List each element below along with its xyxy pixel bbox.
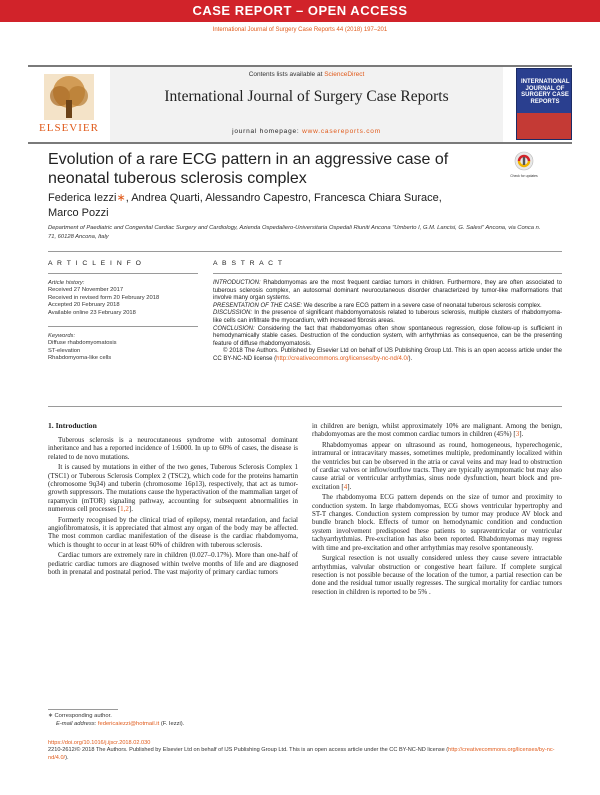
ref-4[interactable]: 4	[343, 482, 348, 491]
r4-text: Surgical resection is not usually considered unless they cause severe intractable arrhythmias, valvular obstruction or congestive heart failure. If complete surgical resection is not possible because of the location of the tumor, a partial resection can be done and the residual tumor usually regresses. The surgical mortality for cardiac tumors resection in children is reported to be 5%	[312, 554, 562, 596]
r2-text: Rhabdomyomas appear on ultrasound as round, homogeneous, hyperechogenic, intramural or intracavitary masses, sometimes multiple, predominantly localized within the ventricles but can be observed in the atria or caval veins and may lead to obstruction of cardiac valves or inflow/outflow tracts. They are typically asymptomatic but may also cause atrial or ventricular arrhythmias, sinus node dysfunction, heart block and pre-excitation [	[312, 440, 562, 491]
ref-3[interactable]: 3	[515, 430, 520, 439]
abstract-license-link[interactable]: http://creativecommons.org/licenses/by-nc-nd/4.0/	[276, 355, 409, 362]
ref-1-2[interactable]: 1,2	[120, 505, 129, 514]
email-label: E-mail address:	[56, 720, 98, 727]
last-author: Marco Pozzi	[48, 207, 109, 219]
body-right-paragraph-2	[312, 441, 562, 491]
abstract-intro-heading: INTRODUCTION:	[213, 280, 261, 286]
r1-text: in children are benign, whilst approximately 10% are malignant. Among the benign, rhabdomyomas are the most common cardiac tumors in children (45%) [	[312, 422, 562, 439]
cover-title: INTERNATIONAL JOURNAL OF SURGERY CASE REPORTS	[521, 79, 570, 105]
body-left-column	[48, 436, 298, 579]
contents-line	[110, 71, 503, 78]
abstract-copyright: © 2018 The Authors. Published by Elsevier Ltd on behalf of IJS Publishing Group Ltd. This is an open access article under the CC BY-NC-ND license (	[213, 348, 562, 362]
journal-citation[interactable]: International Journal of Surgery Case Reports 44 (2018) 197–201	[212, 27, 388, 33]
header-bottom-rule	[28, 142, 572, 144]
check-for-updates-icon[interactable]	[510, 150, 538, 180]
publisher-name: ELSEVIER	[39, 122, 99, 134]
r1-end: ].	[519, 430, 524, 439]
author-list	[48, 191, 498, 221]
journal-cover[interactable]	[516, 68, 572, 140]
homepage-prefix: journal homepage:	[232, 128, 303, 135]
sciencedirect-link[interactable]: ScienceDirect	[324, 71, 365, 78]
article-history	[48, 280, 198, 317]
body-paragraph-1: Tuberous sclerosis is a neurocutaneous syndrome with autosomal dominant inheritance and has a reported incidence of 1:6000. In up to 60% of cases, the disease is related to de novo mutations.	[48, 436, 298, 461]
body-paragraph-3: Formerly recognised by the clinical triad of epilepsy, mental retardation, and facial angiofibromatosis, it is appreciated that almost any organ of the body may be affected. The most common cardiac manifestation of the disease is the cardiac rhabdomyoma, which is thought to occur in at least 60% of children with tuberous sclerosis.	[48, 515, 298, 549]
accepted-date: Accepted 20 February 2018	[48, 302, 120, 309]
footer-license: 2210-2612/© 2018 The Authors. Published by Elsevier Ltd on behalf of IJS Publishing Group Ltd. This is an open access article under the CC BY-NC-ND license (	[48, 747, 449, 754]
body-paragraph-2	[48, 463, 298, 513]
abstract-conclusion-heading: CONCLUSION:	[213, 325, 255, 332]
homepage-link[interactable]: www.casereports.com	[302, 128, 381, 135]
abstract-conclusion: Considering the fact that rhabdomyomas often show spontaneous regression, close follow-up is sufficient in hemodynamically stable cases. Destruction of the conduction system, with arrhythmias as consequence, can be the presenting feature of diffuse rhabdomyomatosis.	[213, 325, 562, 347]
abstract-label: A B S T R A C T	[213, 260, 284, 267]
footer-license-link[interactable]: http://creativecommons.org/licenses/by-nc-nd/4.0/	[48, 747, 555, 761]
abstract-discussion: In the presence of significant rhabdomyomatosis related to tuberous sclerosis, multiple clusters of rhabdomyoma-like cells can infiltrate the myocardium, with increased fibrosis areas.	[213, 310, 562, 324]
corresponding-author-note: ∗ Corresponding author.	[48, 713, 112, 719]
abstract-bottom-rule	[48, 406, 562, 407]
article-info-rule	[48, 273, 198, 274]
affiliation: Department of Paediatric and Congenital Cardiac Surgery and Cardiology, Azienda Ospedaliero-Universitaria Ospedali Riuniti Ancona "Umberto I, G.M. Lancisi, G. Salesi" Ancona, via Conca n. 71, 60128 Ancona, Italy	[48, 225, 541, 240]
check-updates-label: Check for updates	[510, 174, 538, 178]
abstract-intro: Rhabdomyomas are the most frequent cardiac tumors in children. Furthermore, they are often associated to tuberous sclerosis complex, an autosomal dominant neurocutaneous disorder characterized by tumor-like malformations that involve many organ systems.	[213, 280, 562, 302]
cover-band	[517, 113, 571, 139]
revised-date: Received in revised form 20 February 2018	[48, 294, 160, 301]
doi-link[interactable]: https://doi.org/10.1016/j.ijscr.2018.02.030	[48, 740, 151, 746]
abstract-presentation: We describe a rare ECG pattern in a severe case of neonatal tuberous sclerosis complex.	[302, 302, 542, 309]
p2-text: It is caused by mutations in either of the two genes, Tuberous Sclerosis Complex 1 (TSC1) or Tuberous Sclerosis Complex 2 (TSC2), which code for the proteins hamartin (chromosome 9q34) and tuberin (chromosome 16p13), respectively, that act as tumor-growth suppressors. The mutations cause the hyperactivation of the mammalian target of rapamycin (mTOR) signaling pathway, accounting for subsequent abnormalities in numerous cell processes [	[48, 463, 298, 514]
keyword-2: ST-elevation	[48, 347, 81, 354]
received-date: Received 27 November 2017	[48, 287, 124, 294]
case-report-banner: CASE REPORT – OPEN ACCESS	[0, 0, 600, 22]
article-info-label: A R T I C L E I N F O	[48, 260, 143, 267]
keyword-3: Rhabdomyoma-like cells	[48, 355, 112, 362]
footnote-rule	[48, 709, 118, 710]
r2-end: ].	[347, 482, 352, 491]
keyword-1: Diffuse rhabdomyomatosis	[48, 340, 117, 347]
abstract-text	[213, 280, 562, 364]
corresponding-mark[interactable]: ∗	[116, 192, 126, 204]
history-heading: Article history:	[48, 280, 85, 286]
keywords	[48, 333, 198, 363]
page-footer	[48, 740, 568, 762]
abstract-presentation-heading: PRESENTATION OF THE CASE:	[213, 302, 303, 309]
p2-end: ].	[128, 505, 133, 514]
contents-prefix: Contents lists available at	[248, 71, 325, 78]
email-link[interactable]: federicaiezzi@hotmail.it	[97, 720, 160, 727]
r4-end: .	[429, 587, 431, 596]
other-authors: , Andrea Quarti, Alessandro Capestro, Francesca Chiara Surace,	[125, 192, 442, 204]
email-end: (F. Iezzi).	[159, 720, 185, 727]
footnote	[48, 713, 548, 728]
affiliation-rule	[48, 251, 562, 252]
first-author[interactable]: Federica Iezzi	[48, 192, 117, 204]
abstract-discussion-heading: DISCUSSION:	[213, 310, 253, 317]
body-right-paragraph-1	[312, 422, 562, 439]
intro-heading: 1. Introduction	[48, 421, 97, 430]
body-right-paragraph-3: The rhabdomyoma ECG pattern depends on the size of tumor and proximity to conduction system. In large rhabdomyomas, ECG shows ventricular hypertrophy and ST-T changes. Conduction system compression by tumor may produce AV block and bundle branch block. Effects of tumor on hemodynamic condition and conduction system involvement predisposed these patients to supraventricular or ventricular tachyarrhythmias. Pre-excitation has also been reported. Rhabdomyomas may regress with time and pre-excitation and other arrhythmias may resolve spontaneously.	[312, 493, 562, 552]
online-date: Available online 23 February 2018	[48, 309, 136, 316]
body-paragraph-4: Cardiac tumors are extremely rare in children (0.027–0.17%). More than one-half of pediatric cardiac tumors are diagnosed within twelve months of life and are diagnosed both in prenatal and postnatal period. The vast majority of primary cardiac tumors	[48, 551, 298, 577]
homepage-line	[110, 128, 503, 135]
body-right-column	[312, 422, 562, 598]
article-title: Evolution of a rare ECG pattern in an aggressive case of neonatal tuberous sclerosis complex	[48, 151, 449, 187]
footer-license-end: ).	[65, 754, 69, 761]
history-rule	[48, 326, 198, 327]
abstract-rule	[213, 273, 562, 274]
keywords-heading: Keywords:	[48, 333, 76, 339]
abstract-copyright-end: ).	[408, 355, 413, 362]
journal-title: International Journal of Surgery Case Reports	[164, 88, 449, 105]
body-right-paragraph-4	[312, 554, 562, 596]
